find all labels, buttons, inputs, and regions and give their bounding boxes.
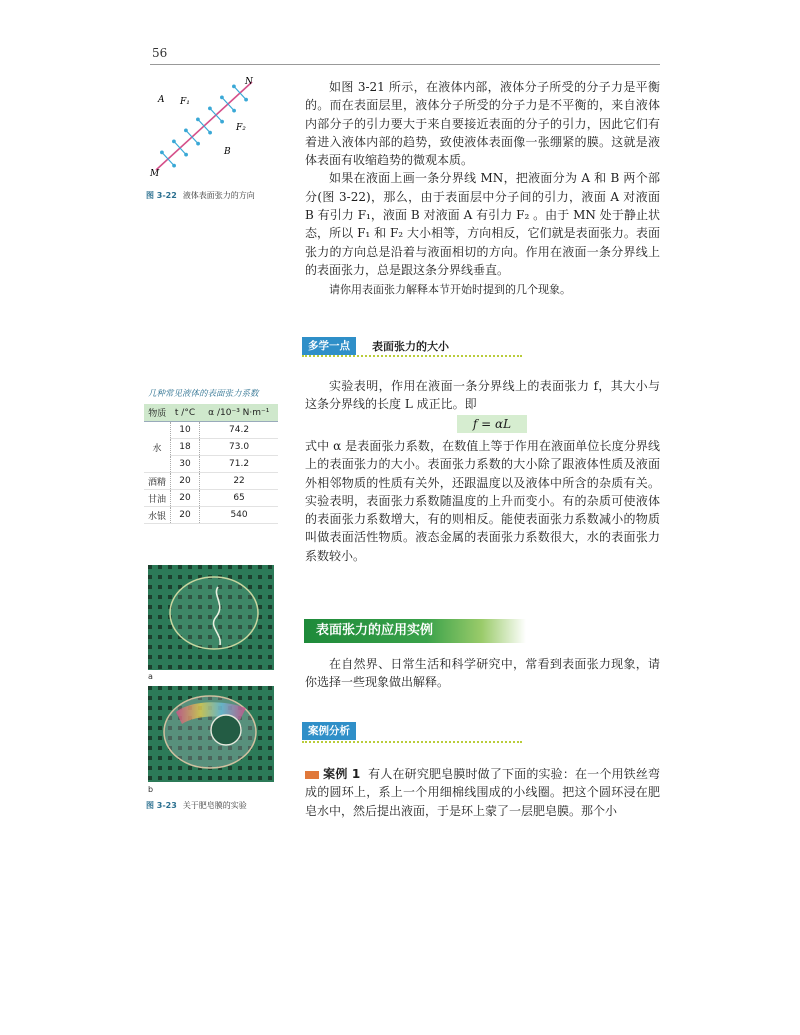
paragraph-5: 式中 α 是表面张力系数，在数值上等于作用在液面单位长度分界线上的表面张力的大小。表面张力系数的大小除了跟液体性质及液面外相邻物质的性质有关外，还跟温度以及液体中所含的杂质有关。实验表明，表面张力系数随温度的上升而变小。有的杂质可使液体的表面张力系数增大，有的则相反。能使表面张力系数减小的物质叫做表面活性物质。液态金属的表面张力系数很大，水的表面张力系数较小。 [305,439,660,563]
case-marker [305,771,319,779]
soap-film-photo-a [148,565,274,670]
section-banner-applications: 表面张力的应用实例 [304,619,526,643]
force-arrow-head [173,164,176,167]
label-b: B [224,147,231,157]
figure-3-23-caption-number: 图 3-23 [146,801,177,810]
cell-temperature: 20 [170,490,199,507]
paragraph-4: 实验表明，作用在液面一条分界线上的表面张力 f，其大小与这条分界线的长度 L 成正比。即 [305,379,660,412]
cell-coefficient: 22 [200,473,278,490]
cell-substance: 水银 [144,507,170,524]
label-a: A [158,95,165,105]
cell-coefficient: 71.2 [200,456,278,473]
label-n: N [245,77,253,87]
formula-box: f = αL [457,415,527,433]
case-1-label: 案例 1 [323,767,361,781]
table-row [144,507,278,524]
force-arrow-head [233,85,236,88]
force-arrow-head [173,140,176,143]
cell-coefficient: 540 [200,507,278,524]
section-header-learn-more [302,337,522,355]
figure-3-22-caption-text: 液体表面张力的方向 [182,191,255,200]
table-row [144,473,278,490]
photo-b-label: b [148,785,154,794]
paragraph-3: 请你用表面张力解释本节开始时提到的几个现象。 [329,283,571,297]
surface-tension-table [144,404,278,524]
table-row [144,422,278,439]
label-f1: F₁ [180,97,190,107]
header-substance: 物质 [144,404,170,422]
force-arrow-head [185,129,188,132]
cell-substance: 酒精 [144,473,170,490]
main-text-block-5 [305,765,660,820]
learn-more-title: 表面张力的大小 [372,340,449,353]
table-row [144,490,278,507]
photo-b-image [148,686,274,782]
cell-substance: 甘油 [144,490,170,507]
figure-3-23-caption-text: 关于肥皂膜的实验 [182,801,247,810]
cell-coefficient: 73.0 [200,439,278,456]
figure-3-23-caption [146,800,247,811]
dotted-underline [302,741,522,743]
paragraph-2: 如果在液面上画一条分界线 MN，把液面分为 A 和 B 两个部分(图 3-22)，那么，由于表面层中分子间的引力，液面 A 对液面 B 有引力 F₁，液面 B 对液面 A 有引力 F₂ 。由于 MN 处于静止状态，所以 F₁ 和 F₂ 大小相等，方向相反，它们就是表面张力。表面张力的方向总是沿着与液面相切的方向。作用在液面一条分界线上的表面张力，总是跟这条分界线垂直。 [305,171,660,277]
cell-coefficient: 65 [200,490,278,507]
paragraph-7 [305,765,660,820]
table-header-row [144,404,278,422]
cell-temperature: 20 [170,507,199,524]
cell-substance: 水 [144,422,170,473]
header-coefficient: α /10⁻³ N·m⁻¹ [200,404,278,422]
force-arrow-head [209,107,212,110]
force-arrow-head [161,151,164,154]
dotted-underline [302,355,522,357]
soap-film-photo-b [148,686,274,782]
header-temperature: t /°C [170,404,199,422]
force-arrow-head [221,96,224,99]
force-arrow-head [233,109,236,112]
label-f2: F₂ [236,123,246,133]
case-1-text: 有人在研究肥皂膜时做了下面的实验：在一个用铁丝弯成的圆环上，系上一个用细棉线围成的小线圈。把这个圆环浸在肥皂水中，然后提出液面，于是环上蒙了一层肥皂膜。那个小 [305,767,660,818]
photo-a-image [148,565,274,670]
force-arrow-head [197,118,200,121]
main-text-block-3 [305,437,660,565]
force-arrow-head [221,120,224,123]
force-arrow-head [245,98,248,101]
label-m: M [150,169,160,179]
cell-coefficient: 74.2 [200,422,278,439]
cell-temperature: 18 [170,439,199,456]
case-analysis-tag: 案例分析 [302,722,356,740]
table-title: 几种常见液体的表面张力系数 [148,389,259,399]
section-header-case-analysis [302,722,522,742]
page-number: 56 [152,46,168,60]
figure-3-22-caption [146,190,255,201]
force-arrow-head [185,153,188,156]
cell-temperature: 20 [170,473,199,490]
paragraph-6: 在自然界、日常生活和科学研究中，常看到表面张力现象，请你选择一些现象做出解释。 [305,657,660,690]
learn-more-tag: 多学一点 [302,337,356,355]
figure-3-22-diagram [144,72,274,184]
cell-temperature: 30 [170,456,199,473]
main-text-block-2 [305,377,660,414]
force-arrow-head [197,142,200,145]
photo-a-label: a [148,672,153,681]
figure-3-22-caption-number: 图 3-22 [146,191,177,200]
main-text-block-1 [305,78,660,300]
cell-temperature: 10 [170,422,199,439]
top-rule [150,64,660,65]
force-arrow-head [209,131,212,134]
paragraph-1: 如图 3-21 所示，在液体内部，液体分子所受的分子力是平衡的。而在表面层里，液体分子所受的分子力是不平衡的，来自液体内部分子的引力要大于来自要接近表面的分子的引力，因此它们有着进入液体内部的趋势，致使液体表面像一张绷紧的膜。这就是液体表面有收缩趋势的微观本质。 [305,80,660,168]
main-text-block-4 [305,655,660,692]
